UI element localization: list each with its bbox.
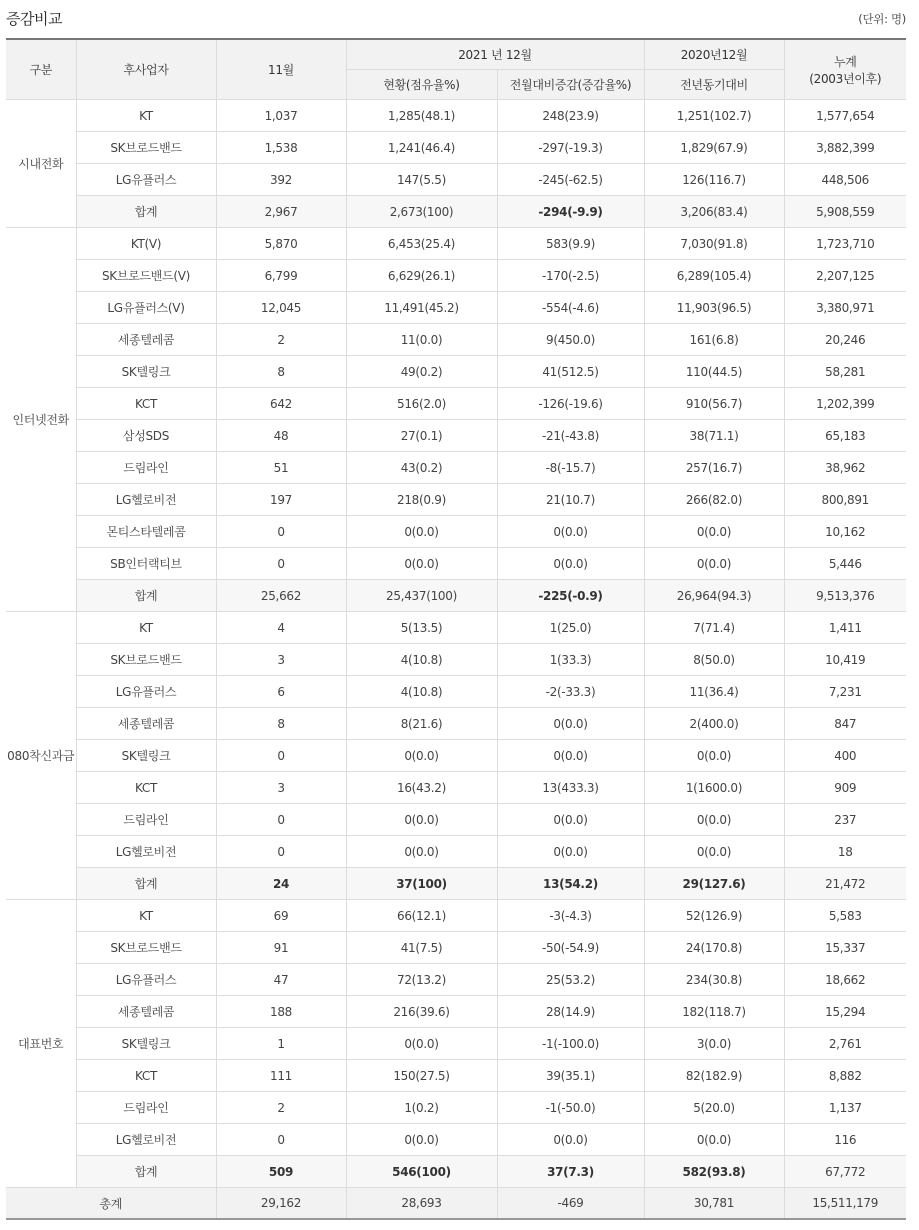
subtotal-share-cell: 37(100) <box>346 868 497 900</box>
mom-cell: -126(-19.6) <box>497 388 644 420</box>
share-cell: 66(12.1) <box>346 900 497 932</box>
share-cell: 41(7.5) <box>346 932 497 964</box>
provider-cell: LG유플러스(V) <box>76 292 216 324</box>
subtotal-mom-cell: -225(-0.9) <box>497 580 644 612</box>
category-cell: 인터넷전화 <box>6 228 76 612</box>
provider-cell: 세종텔레콤 <box>76 708 216 740</box>
table-row <box>6 548 906 580</box>
yoy-cell: 3(0.0) <box>644 1028 784 1060</box>
subtotal-row <box>6 580 906 612</box>
provider-cell: 삼성SDS <box>76 420 216 452</box>
table-row <box>6 1060 906 1092</box>
share-cell: 72(13.2) <box>346 964 497 996</box>
provider-cell: LG유플러스 <box>76 964 216 996</box>
subtotal-mom-cell: 37(7.3) <box>497 1156 644 1188</box>
yoy-cell: 0(0.0) <box>644 836 784 868</box>
cum-cell: 2,207,125 <box>784 260 906 292</box>
table-row <box>6 1092 906 1124</box>
provider-cell: KCT <box>76 1060 216 1092</box>
nov-cell: 0 <box>216 548 346 580</box>
yoy-cell: 110(44.5) <box>644 356 784 388</box>
cum-cell: 2,761 <box>784 1028 906 1060</box>
cum-cell: 15,337 <box>784 932 906 964</box>
cum-cell: 10,419 <box>784 644 906 676</box>
cum-cell: 1,577,654 <box>784 100 906 132</box>
nov-cell: 642 <box>216 388 346 420</box>
mom-cell: -554(-4.6) <box>497 292 644 324</box>
table-header <box>6 39 906 100</box>
mom-cell: -1(-50.0) <box>497 1092 644 1124</box>
table-row <box>6 676 906 708</box>
nov-cell: 47 <box>216 964 346 996</box>
table-row <box>6 260 906 292</box>
nov-cell: 0 <box>216 1124 346 1156</box>
cum-cell: 5,583 <box>784 900 906 932</box>
cum-cell: 15,294 <box>784 996 906 1028</box>
provider-cell: KCT <box>76 772 216 804</box>
subtotal-row <box>6 196 906 228</box>
cum-cell: 1,137 <box>784 1092 906 1124</box>
provider-cell: KT <box>76 100 216 132</box>
yoy-cell: 7,030(91.8) <box>644 228 784 260</box>
cum-cell: 18,662 <box>784 964 906 996</box>
cum-cell: 116 <box>784 1124 906 1156</box>
grand-total-label: 총계 <box>6 1188 216 1220</box>
table-row <box>6 324 906 356</box>
nov-cell: 0 <box>216 740 346 772</box>
nov-cell: 6,799 <box>216 260 346 292</box>
yoy-cell: 24(170.8) <box>644 932 784 964</box>
yoy-cell: 11,903(96.5) <box>644 292 784 324</box>
mom-cell: 0(0.0) <box>497 804 644 836</box>
mom-cell: 248(23.9) <box>497 100 644 132</box>
subtotal-cum-cell: 9,513,376 <box>784 580 906 612</box>
share-cell: 11,491(45.2) <box>346 292 497 324</box>
nov-cell: 1 <box>216 1028 346 1060</box>
yoy-cell: 266(82.0) <box>644 484 784 516</box>
share-cell: 16(43.2) <box>346 772 497 804</box>
header-row-1 <box>6 39 906 70</box>
share-cell: 4(10.8) <box>346 676 497 708</box>
mom-cell: 1(33.3) <box>497 644 644 676</box>
share-cell: 0(0.0) <box>346 1028 497 1060</box>
table-row <box>6 612 906 644</box>
provider-cell: SK브로드밴드 <box>76 932 216 964</box>
cum-cell: 909 <box>784 772 906 804</box>
subtotal-label: 합계 <box>76 1156 216 1188</box>
table-row <box>6 740 906 772</box>
yoy-cell: 182(118.7) <box>644 996 784 1028</box>
share-cell: 6,453(25.4) <box>346 228 497 260</box>
mom-cell: 28(14.9) <box>497 996 644 1028</box>
table-row <box>6 804 906 836</box>
yoy-cell: 82(182.9) <box>644 1060 784 1092</box>
nov-cell: 197 <box>216 484 346 516</box>
subtotal-share-cell: 2,673(100) <box>346 196 497 228</box>
share-cell: 218(0.9) <box>346 484 497 516</box>
grand-total-row <box>6 1188 906 1220</box>
table-row <box>6 644 906 676</box>
subtotal-label: 합계 <box>76 868 216 900</box>
share-cell: 0(0.0) <box>346 1124 497 1156</box>
cum-cell: 448,506 <box>784 164 906 196</box>
yoy-cell: 2(400.0) <box>644 708 784 740</box>
nov-cell: 0 <box>216 836 346 868</box>
yoy-cell: 126(116.7) <box>644 164 784 196</box>
provider-cell: KT(V) <box>76 228 216 260</box>
nov-cell: 8 <box>216 708 346 740</box>
nov-cell: 2 <box>216 1092 346 1124</box>
table-row <box>6 900 906 932</box>
subtotal-cum-cell: 21,472 <box>784 868 906 900</box>
cum-cell: 20,246 <box>784 324 906 356</box>
yoy-cell: 161(6.8) <box>644 324 784 356</box>
header-yoy: 전년동기대비 <box>644 70 784 100</box>
table-row <box>6 228 906 260</box>
nov-cell: 392 <box>216 164 346 196</box>
provider-cell: SK브로드밴드(V) <box>76 260 216 292</box>
yoy-cell: 8(50.0) <box>644 644 784 676</box>
yoy-cell: 1,251(102.7) <box>644 100 784 132</box>
header-cumulative-line2: (2003년이후) <box>809 71 882 86</box>
cum-cell: 847 <box>784 708 906 740</box>
unit-label: (단위: 명) <box>858 12 906 26</box>
yoy-cell: 0(0.0) <box>644 516 784 548</box>
subtotal-cum-cell: 5,908,559 <box>784 196 906 228</box>
mom-cell: 583(9.9) <box>497 228 644 260</box>
table-row <box>6 132 906 164</box>
category-cell: 시내전화 <box>6 100 76 228</box>
mom-cell: 41(512.5) <box>497 356 644 388</box>
yoy-cell: 6,289(105.4) <box>644 260 784 292</box>
table-row <box>6 996 906 1028</box>
provider-cell: 몬티스타텔레콤 <box>76 516 216 548</box>
comparison-table <box>6 38 906 1220</box>
cum-cell: 58,281 <box>784 356 906 388</box>
provider-cell: 드림라인 <box>76 804 216 836</box>
cum-cell: 1,723,710 <box>784 228 906 260</box>
grand-total-nov-cell: 29,162 <box>216 1188 346 1220</box>
provider-cell: SK텔링크 <box>76 1028 216 1060</box>
grand-total-share-cell: 28,693 <box>346 1188 497 1220</box>
table-row <box>6 484 906 516</box>
table-row <box>6 964 906 996</box>
table-row <box>6 452 906 484</box>
nov-cell: 8 <box>216 356 346 388</box>
provider-cell: LG유플러스 <box>76 164 216 196</box>
share-cell: 5(13.5) <box>346 612 497 644</box>
provider-cell: 드림라인 <box>76 452 216 484</box>
share-cell: 27(0.1) <box>346 420 497 452</box>
title-row <box>0 0 919 38</box>
mom-cell: -245(-62.5) <box>497 164 644 196</box>
share-cell: 1,241(46.4) <box>346 132 497 164</box>
subtotal-share-cell: 546(100) <box>346 1156 497 1188</box>
category-cell: 대표번호 <box>6 900 76 1188</box>
mom-cell: -1(-100.0) <box>497 1028 644 1060</box>
provider-cell: SK텔링크 <box>76 356 216 388</box>
yoy-cell: 0(0.0) <box>644 740 784 772</box>
share-cell: 49(0.2) <box>346 356 497 388</box>
nov-cell: 5,870 <box>216 228 346 260</box>
provider-cell: LG헬로비전 <box>76 836 216 868</box>
yoy-cell: 0(0.0) <box>644 548 784 580</box>
provider-cell: SK텔링크 <box>76 740 216 772</box>
yoy-cell: 5(20.0) <box>644 1092 784 1124</box>
mom-cell: 0(0.0) <box>497 1124 644 1156</box>
provider-cell: SB인터랙티브 <box>76 548 216 580</box>
share-cell: 43(0.2) <box>346 452 497 484</box>
cum-cell: 5,446 <box>784 548 906 580</box>
mom-cell: -3(-4.3) <box>497 900 644 932</box>
yoy-cell: 0(0.0) <box>644 1124 784 1156</box>
mom-cell: 25(53.2) <box>497 964 644 996</box>
cum-cell: 18 <box>784 836 906 868</box>
mom-cell: 0(0.0) <box>497 516 644 548</box>
mom-cell: 9(450.0) <box>497 324 644 356</box>
provider-cell: 세종텔레콤 <box>76 324 216 356</box>
cum-cell: 1,411 <box>784 612 906 644</box>
table-row <box>6 932 906 964</box>
yoy-cell: 257(16.7) <box>644 452 784 484</box>
table-row <box>6 356 906 388</box>
table-row <box>6 420 906 452</box>
table-row <box>6 100 906 132</box>
yoy-cell: 1(1600.0) <box>644 772 784 804</box>
provider-cell: LG유플러스 <box>76 676 216 708</box>
mom-cell: 21(10.7) <box>497 484 644 516</box>
subtotal-mom-cell: -294(-9.9) <box>497 196 644 228</box>
share-cell: 4(10.8) <box>346 644 497 676</box>
header-mom: 전월대비증감(증감율%) <box>497 70 644 100</box>
table-body <box>6 100 906 1220</box>
nov-cell: 4 <box>216 612 346 644</box>
table-row <box>6 708 906 740</box>
nov-cell: 0 <box>216 804 346 836</box>
subtotal-nov-cell: 2,967 <box>216 196 346 228</box>
yoy-cell: 11(36.4) <box>644 676 784 708</box>
subtotal-share-cell: 25,437(100) <box>346 580 497 612</box>
table-row <box>6 836 906 868</box>
yoy-cell: 910(56.7) <box>644 388 784 420</box>
nov-cell: 69 <box>216 900 346 932</box>
nov-cell: 6 <box>216 676 346 708</box>
header-provider: 후사업자 <box>76 39 216 100</box>
nov-cell: 48 <box>216 420 346 452</box>
share-cell: 11(0.0) <box>346 324 497 356</box>
provider-cell: SK브로드밴드 <box>76 644 216 676</box>
provider-cell: LG헬로비전 <box>76 1124 216 1156</box>
cum-cell: 38,962 <box>784 452 906 484</box>
header-cumulative <box>784 39 906 100</box>
subtotal-yoy-cell: 26,964(94.3) <box>644 580 784 612</box>
mom-cell: -21(-43.8) <box>497 420 644 452</box>
page-title: 증감비교 <box>6 10 62 28</box>
yoy-cell: 0(0.0) <box>644 804 784 836</box>
provider-cell: SK브로드밴드 <box>76 132 216 164</box>
yoy-cell: 234(30.8) <box>644 964 784 996</box>
share-cell: 8(21.6) <box>346 708 497 740</box>
mom-cell: -2(-33.3) <box>497 676 644 708</box>
provider-cell: KCT <box>76 388 216 420</box>
category-cell: 080착신과금 <box>6 612 76 900</box>
provider-cell: KT <box>76 900 216 932</box>
subtotal-cum-cell: 67,772 <box>784 1156 906 1188</box>
mom-cell: 0(0.0) <box>497 836 644 868</box>
nov-cell: 2 <box>216 324 346 356</box>
provider-cell: KT <box>76 612 216 644</box>
cum-cell: 400 <box>784 740 906 772</box>
share-cell: 1,285(48.1) <box>346 100 497 132</box>
subtotal-row <box>6 868 906 900</box>
subtotal-yoy-cell: 582(93.8) <box>644 1156 784 1188</box>
subtotal-mom-cell: 13(54.2) <box>497 868 644 900</box>
table-row <box>6 516 906 548</box>
cum-cell: 237 <box>784 804 906 836</box>
grand-total-mom-cell: -469 <box>497 1188 644 1220</box>
mom-cell: 0(0.0) <box>497 740 644 772</box>
share-cell: 0(0.0) <box>346 804 497 836</box>
table-row <box>6 772 906 804</box>
header-cumulative-line1: 누계 <box>833 54 857 69</box>
nov-cell: 51 <box>216 452 346 484</box>
header-share: 현황(점유율%) <box>346 70 497 100</box>
cum-cell: 1,202,399 <box>784 388 906 420</box>
subtotal-label: 합계 <box>76 580 216 612</box>
yoy-cell: 52(126.9) <box>644 900 784 932</box>
table-row <box>6 292 906 324</box>
cum-cell: 10,162 <box>784 516 906 548</box>
nov-cell: 0 <box>216 516 346 548</box>
subtotal-yoy-cell: 29(127.6) <box>644 868 784 900</box>
subtotal-nov-cell: 24 <box>216 868 346 900</box>
subtotal-nov-cell: 25,662 <box>216 580 346 612</box>
share-cell: 216(39.6) <box>346 996 497 1028</box>
subtotal-row <box>6 1156 906 1188</box>
share-cell: 0(0.0) <box>346 740 497 772</box>
subtotal-yoy-cell: 3,206(83.4) <box>644 196 784 228</box>
header-dec2020: 2020년12월 <box>644 39 784 70</box>
subtotal-label: 합계 <box>76 196 216 228</box>
nov-cell: 1,538 <box>216 132 346 164</box>
mom-cell: -50(-54.9) <box>497 932 644 964</box>
cum-cell: 7,231 <box>784 676 906 708</box>
share-cell: 1(0.2) <box>346 1092 497 1124</box>
header-category: 구분 <box>6 39 76 100</box>
share-cell: 0(0.0) <box>346 836 497 868</box>
provider-cell: 드림라인 <box>76 1092 216 1124</box>
nov-cell: 3 <box>216 772 346 804</box>
share-cell: 0(0.0) <box>346 548 497 580</box>
share-cell: 0(0.0) <box>346 516 497 548</box>
share-cell: 516(2.0) <box>346 388 497 420</box>
cum-cell: 3,882,399 <box>784 132 906 164</box>
grand-total-cum-cell: 15,511,179 <box>784 1188 906 1220</box>
cum-cell: 3,380,971 <box>784 292 906 324</box>
share-cell: 147(5.5) <box>346 164 497 196</box>
table-row <box>6 164 906 196</box>
mom-cell: 13(433.3) <box>497 772 644 804</box>
header-nov: 11월 <box>216 39 346 100</box>
nov-cell: 1,037 <box>216 100 346 132</box>
yoy-cell: 38(71.1) <box>644 420 784 452</box>
mom-cell: 0(0.0) <box>497 548 644 580</box>
subtotal-nov-cell: 509 <box>216 1156 346 1188</box>
table-row <box>6 388 906 420</box>
provider-cell: LG헬로비전 <box>76 484 216 516</box>
mom-cell: 1(25.0) <box>497 612 644 644</box>
cum-cell: 800,891 <box>784 484 906 516</box>
provider-cell: 세종텔레콤 <box>76 996 216 1028</box>
mom-cell: -170(-2.5) <box>497 260 644 292</box>
mom-cell: -297(-19.3) <box>497 132 644 164</box>
nov-cell: 188 <box>216 996 346 1028</box>
yoy-cell: 1,829(67.9) <box>644 132 784 164</box>
nov-cell: 3 <box>216 644 346 676</box>
nov-cell: 12,045 <box>216 292 346 324</box>
mom-cell: 39(35.1) <box>497 1060 644 1092</box>
mom-cell: 0(0.0) <box>497 708 644 740</box>
yoy-cell: 7(71.4) <box>644 612 784 644</box>
table-row <box>6 1028 906 1060</box>
grand-total-yoy-cell: 30,781 <box>644 1188 784 1220</box>
nov-cell: 91 <box>216 932 346 964</box>
cum-cell: 8,882 <box>784 1060 906 1092</box>
mom-cell: -8(-15.7) <box>497 452 644 484</box>
share-cell: 6,629(26.1) <box>346 260 497 292</box>
cum-cell: 65,183 <box>784 420 906 452</box>
share-cell: 150(27.5) <box>346 1060 497 1092</box>
table-row <box>6 1124 906 1156</box>
header-dec2021: 2021 년 12월 <box>346 39 644 70</box>
nov-cell: 111 <box>216 1060 346 1092</box>
